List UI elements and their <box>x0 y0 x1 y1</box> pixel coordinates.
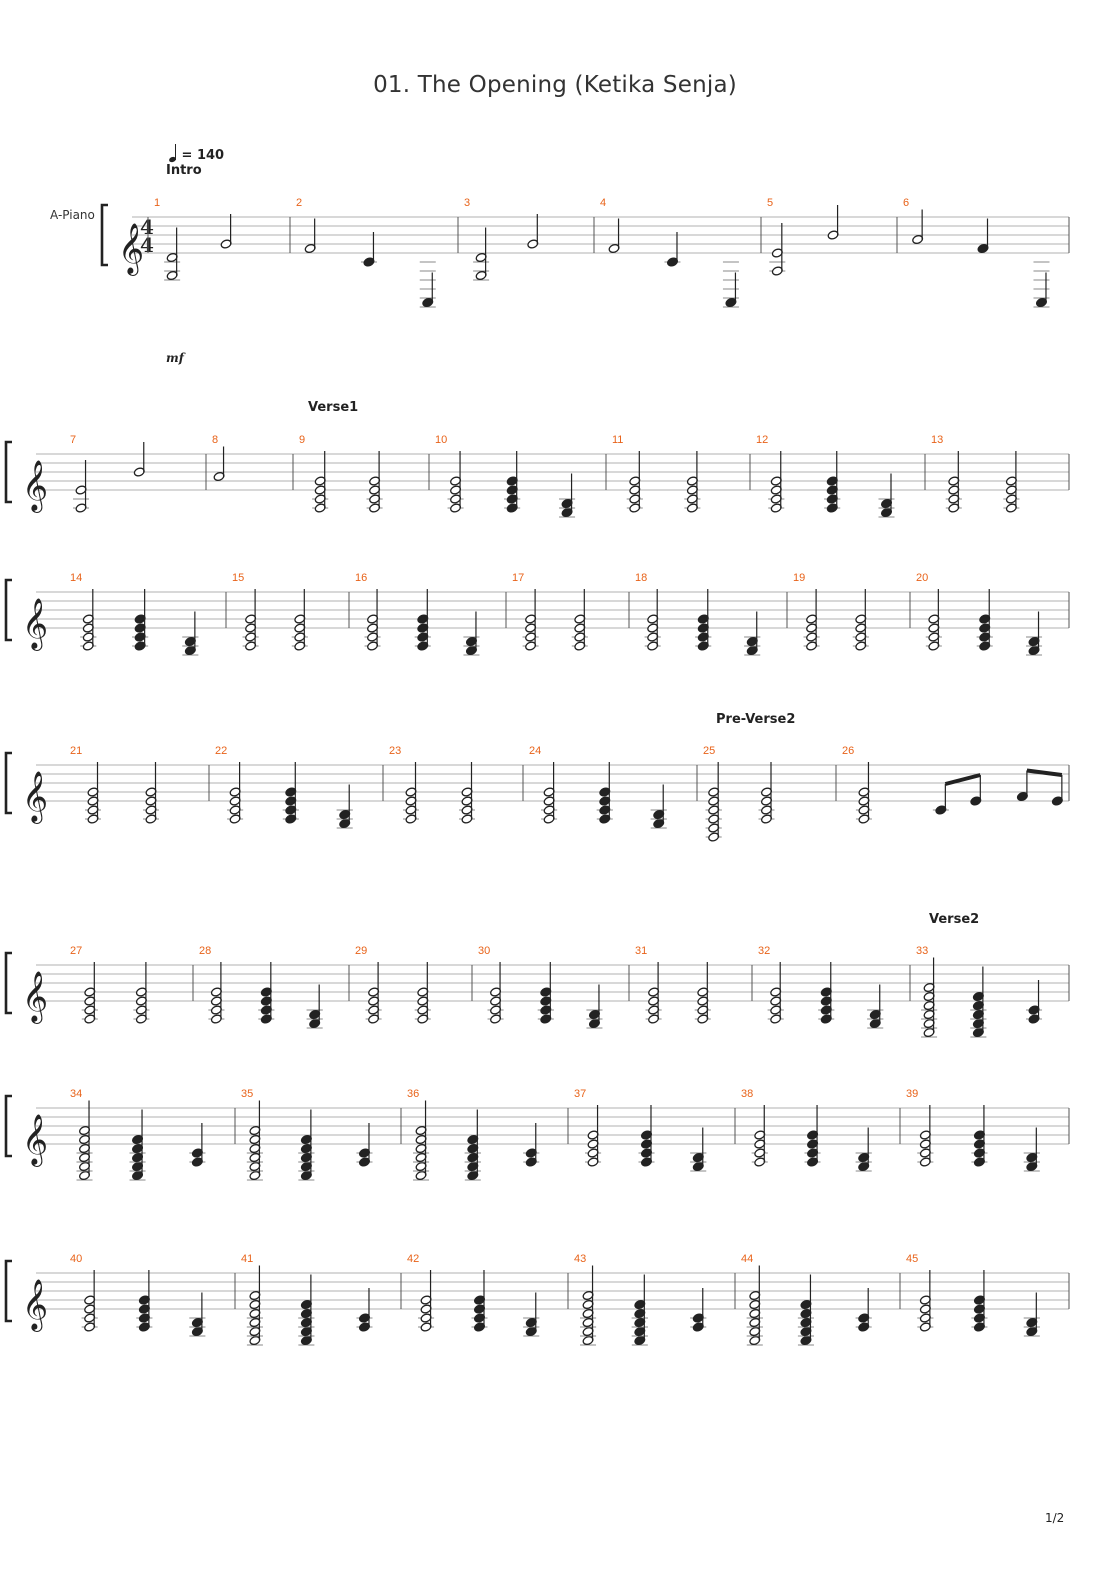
measure-number: 28 <box>199 945 212 957</box>
measure-number: 4 <box>600 197 607 209</box>
measure-number: 42 <box>407 1253 420 1265</box>
measure-number: 12 <box>756 434 769 446</box>
measure-number: 20 <box>916 572 929 584</box>
page-number: 1/2 <box>1045 1511 1065 1525</box>
measure-number: 19 <box>793 572 806 584</box>
measure-number: 11 <box>612 434 624 446</box>
measure-number: 44 <box>741 1253 754 1265</box>
measure-number: 27 <box>70 945 83 957</box>
measure-number: 30 <box>478 945 491 957</box>
measure-number: 13 <box>931 434 944 446</box>
dynamic-marking: mf <box>166 351 184 365</box>
measure-number: 43 <box>574 1253 587 1265</box>
measure-number: 9 <box>299 434 306 446</box>
measure-number: 40 <box>70 1253 83 1265</box>
measure-number: 16 <box>355 572 368 584</box>
staff-system <box>6 945 1069 1038</box>
measure-number: 26 <box>842 745 855 757</box>
treble-clef-icon: 𝄞 <box>22 1279 49 1330</box>
time-signature-bottom: 4 <box>140 233 154 257</box>
measure-number: 25 <box>703 745 716 757</box>
staff-system <box>6 1253 1069 1346</box>
treble-clef-icon: 𝄞 <box>22 971 49 1022</box>
system-bracket <box>6 1261 12 1321</box>
staff-system <box>6 1088 1069 1181</box>
measure-number: 8 <box>212 434 219 446</box>
staff-system <box>6 434 1069 518</box>
measure-number: 41 <box>241 1253 254 1265</box>
measure-number: 3 <box>464 197 471 209</box>
system-bracket <box>6 442 12 502</box>
treble-clef-icon: 𝄞 <box>22 460 49 511</box>
measure-number: 15 <box>232 572 245 584</box>
measure-number: 17 <box>512 572 525 584</box>
section-label-intro: Intro <box>166 163 202 178</box>
measure-number: 29 <box>355 945 368 957</box>
system-bracket <box>102 205 108 265</box>
measure-number: 24 <box>529 745 542 757</box>
treble-clef-icon: 𝄞 <box>22 598 49 649</box>
measure-number: 33 <box>916 945 929 957</box>
section-label-verse1: Verse1 <box>308 400 359 415</box>
measure-number: 14 <box>70 572 83 584</box>
measure-number: 34 <box>70 1088 83 1100</box>
measure-number: 36 <box>407 1088 420 1100</box>
system-bracket <box>6 1096 12 1156</box>
measure-number: 21 <box>70 745 83 757</box>
measure-number: 32 <box>758 945 771 957</box>
measure-number: 5 <box>767 197 774 209</box>
treble-clef-icon: 𝄞 <box>22 1114 49 1165</box>
measure-number: 38 <box>741 1088 754 1100</box>
measure-number: 1 <box>154 197 161 209</box>
section-label-verse2: Verse2 <box>929 912 980 927</box>
measure-number: 23 <box>389 745 402 757</box>
measure-number: 35 <box>241 1088 254 1100</box>
system-bracket <box>6 753 12 813</box>
instrument-label: A-Piano <box>50 208 95 222</box>
measure-number: 31 <box>635 945 648 957</box>
tempo-value: = 140 <box>181 148 225 163</box>
measure-number: 39 <box>906 1088 919 1100</box>
measure-number: 18 <box>635 572 648 584</box>
time-signature-top: 4 <box>140 215 154 239</box>
section-label-pre-verse2: Pre-Verse2 <box>716 712 796 727</box>
page-title: 01. The Opening (Ketika Senja) <box>373 72 737 98</box>
measure-number: 7 <box>70 434 77 446</box>
treble-clef-icon: 𝄞 <box>118 223 145 274</box>
measure-number: 10 <box>435 434 448 446</box>
measure-number: 45 <box>906 1253 919 1265</box>
measure-number: 37 <box>574 1088 587 1100</box>
measure-number: 22 <box>215 745 228 757</box>
system-bracket <box>6 580 12 640</box>
staff-system <box>6 572 1069 656</box>
measure-number: 6 <box>903 197 910 209</box>
measure-number: 2 <box>296 197 303 209</box>
staff-system <box>6 745 1069 842</box>
treble-clef-icon: 𝄞 <box>22 771 49 822</box>
staff-system <box>102 197 1069 308</box>
system-bracket <box>6 953 12 1013</box>
